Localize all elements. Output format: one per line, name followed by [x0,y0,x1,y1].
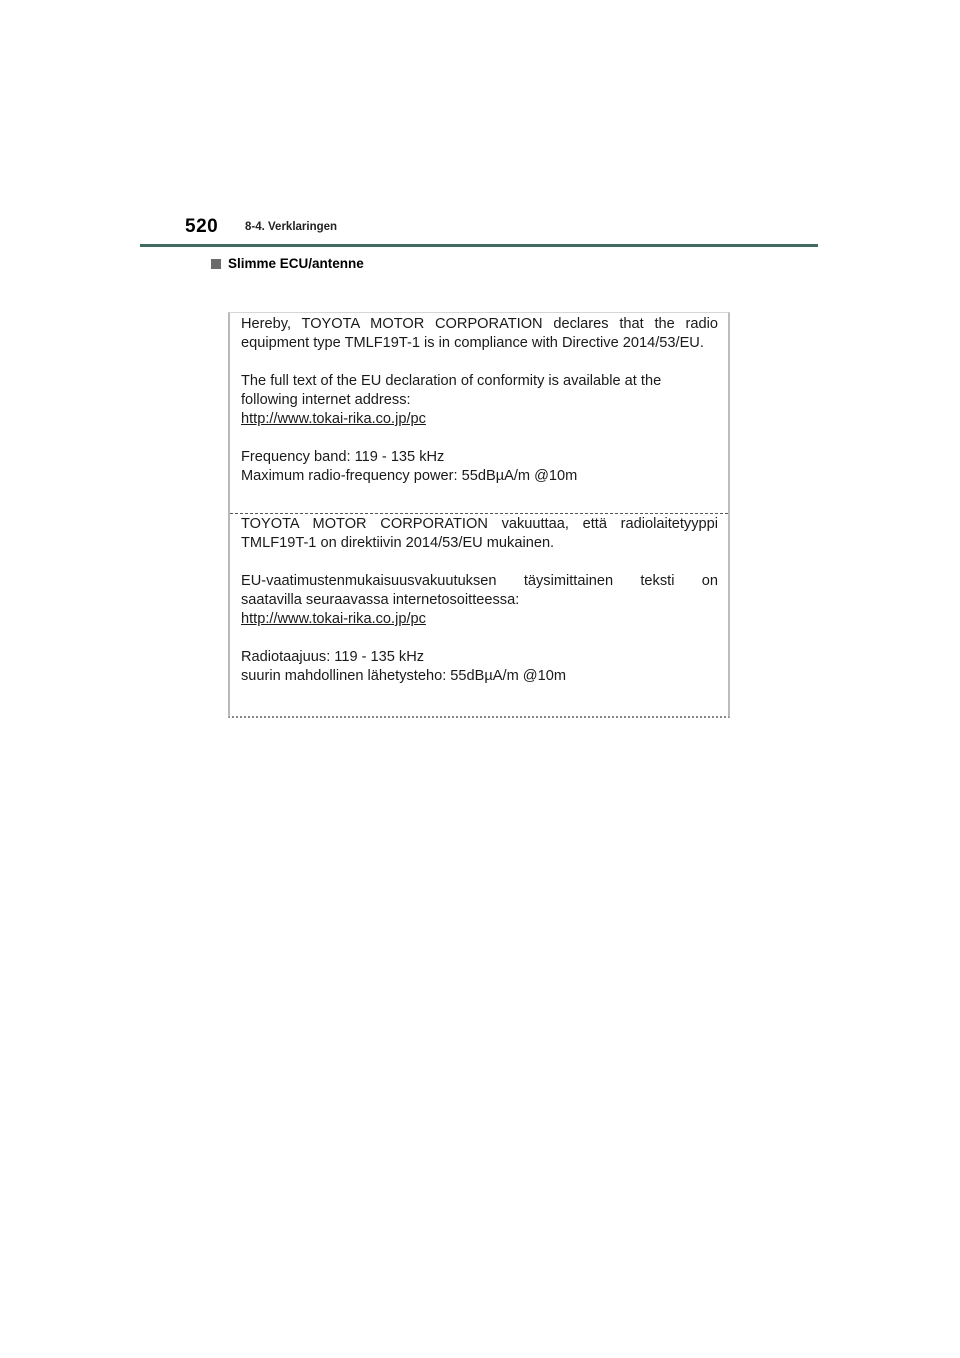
english-max-power: Maximum radio-frequency power: 55dBµA/m @10m [241,468,578,484]
finnish-line-2: TMLF19T-1 on direktiivin 2014/53/EU mukainen. [241,535,555,551]
finnish-max-power: suurin mahdollinen lähetysteho: 55dBµA/m @10m [241,668,567,684]
english-url-link[interactable]: http://www.tokai-rika.co.jp/pc [241,411,426,427]
english-line-3: The full text of the EU declaration of conformity is available at the [241,373,662,389]
header-divider [140,244,818,247]
page-number: 520 [185,216,219,237]
section-heading-text: Slimme ECU/antenne [228,256,364,271]
finnish-frequency-band: Radiotaajuus: 119 - 135 kHz [241,649,425,665]
finnish-line-4: saatavilla seuraavassa internetosoitteessa: [241,592,520,608]
finnish-url-link[interactable]: http://www.tokai-rika.co.jp/pc [241,611,426,627]
finnish-line-1: TOYOTA MOTOR CORPORATION vakuuttaa, että radiolaitetyyppi [241,516,718,532]
declaration-scan [228,312,730,718]
english-line-4: following internet address: [241,392,411,408]
english-line-1: Hereby, TOYOTA MOTOR CORPORATION declares that the radio [241,316,718,332]
section-heading [211,256,364,271]
section-label: 8-4. Verklaringen [245,221,338,233]
english-line-2: equipment type TMLF19T-1 is in compliance with Directive 2014/53/EU. [241,335,704,351]
square-bullet-icon [211,259,221,269]
english-declaration [230,315,728,486]
finnish-declaration [230,515,728,686]
english-frequency-band: Frequency band: 119 - 135 kHz [241,449,445,465]
finnish-line-3: EU-vaatimustenmukaisuusvakuutuksen täysimittainen teksti on [241,573,718,589]
language-divider [230,513,728,514]
